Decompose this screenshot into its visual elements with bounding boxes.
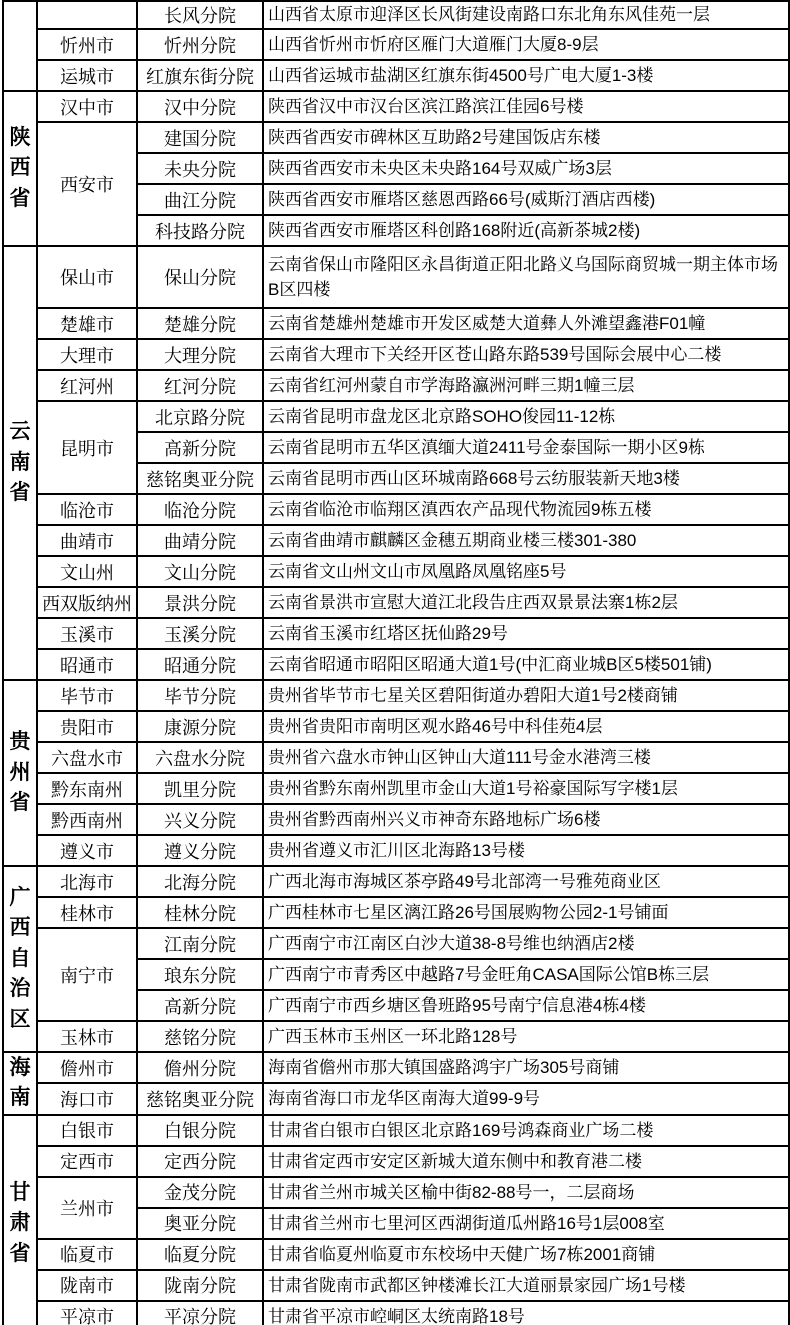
branch-cell: 江南分院 <box>137 928 263 959</box>
branch-cell: 慈铭奥亚分院 <box>137 463 263 494</box>
city-cell: 曲靖市 <box>37 525 137 556</box>
branch-cell: 陇南分院 <box>137 1270 263 1301</box>
medical-branch-location-table <box>2 0 790 1325</box>
table-row <box>3 773 789 804</box>
address-cell: 云南省昆明市西山区环城南路668号云纺服装新天地3楼 <box>263 463 789 494</box>
address-cell: 陕西省西安市雁塔区科创路168附近(高新茶城2楼) <box>263 215 789 246</box>
address-cell: 云南省文山州文山市凤凰路凤凰铭座5号 <box>263 556 789 587</box>
address-cell: 云南省昆明市五华区滇缅大道2411号金泰国际一期小区9栋 <box>263 432 789 463</box>
address-cell: 山西省太原市迎泽区长风街建设南路口东北角东风佳苑一层 <box>263 1 789 29</box>
table-row <box>3 928 789 959</box>
branch-cell: 高新分院 <box>137 432 263 463</box>
city-cell: 楚雄市 <box>37 308 137 339</box>
table-row <box>3 742 789 773</box>
branch-cell: 红河分院 <box>137 370 263 401</box>
address-cell: 云南省保山市隆阳区永昌街道正阳北路义乌国际商贸城一期主体市场B区四楼 <box>263 246 789 308</box>
branch-cell: 毕节分院 <box>137 680 263 711</box>
address-cell: 甘肃省兰州市七里河区西湖街道瓜州路16号1层008室 <box>263 1208 789 1239</box>
table-row <box>3 339 789 370</box>
address-cell: 陕西省西安市碑林区互助路2号建国饭店东楼 <box>263 122 789 153</box>
city-cell: 陇南市 <box>37 1270 137 1301</box>
city-cell: 定西市 <box>37 1146 137 1177</box>
address-cell: 海南省儋州市那大镇国盛路鸿宇广场305号商铺 <box>263 1052 789 1083</box>
city-cell: 遵义市 <box>37 835 137 866</box>
branch-cell: 凯里分院 <box>137 773 263 804</box>
city-cell: 南宁市 <box>37 928 137 1021</box>
city-cell: 临夏市 <box>37 1239 137 1270</box>
branch-cell: 北海分院 <box>137 866 263 897</box>
branch-cell: 昭通分院 <box>137 649 263 680</box>
table-row <box>3 680 789 711</box>
address-cell: 广西桂林市七星区漓江路26号国展购物公园2-1号铺面 <box>263 897 789 928</box>
address-cell: 云南省玉溪市红塔区抚仙路29号 <box>263 618 789 649</box>
table-row <box>3 370 789 401</box>
city-cell: 兰州市 <box>37 1177 137 1239</box>
branch-cell: 忻州分院 <box>137 29 263 60</box>
address-cell: 陕西省西安市未央区未央路164号双威广场3层 <box>263 153 789 184</box>
address-cell: 云南省临沧市临翔区滇西农产品现代物流园9栋五楼 <box>263 494 789 525</box>
table-row <box>3 308 789 339</box>
table-row <box>3 494 789 525</box>
table-row <box>3 1115 789 1146</box>
city-cell: 昆明市 <box>37 401 137 494</box>
branch-cell: 曲靖分院 <box>137 525 263 556</box>
province-cell: 贵州省 <box>3 680 37 866</box>
table-row <box>3 1239 789 1270</box>
province-cell <box>3 1 37 91</box>
table-row <box>3 649 789 680</box>
table-row <box>3 1052 789 1083</box>
province-cell: 陕西省 <box>3 91 37 246</box>
table-row <box>3 1 789 29</box>
table-row <box>3 1146 789 1177</box>
branch-cell: 建国分院 <box>137 122 263 153</box>
branch-cell: 北京路分院 <box>137 401 263 432</box>
address-cell: 海南省海口市龙华区南海大道99-9号 <box>263 1083 789 1114</box>
address-cell: 贵州省遵义市汇川区北海路13号楼 <box>263 835 789 866</box>
city-cell <box>37 1 137 29</box>
table-row <box>3 122 789 153</box>
address-cell: 甘肃省平凉市崆峒区太统南路18号 <box>263 1301 789 1325</box>
address-cell: 广西南宁市青秀区中越路7号金旺角CASA国际公馆B栋三层 <box>263 959 789 990</box>
branch-cell: 奥亚分院 <box>137 1208 263 1239</box>
city-cell: 平凉市 <box>37 1301 137 1325</box>
branch-cell: 高新分院 <box>137 990 263 1021</box>
table-row <box>3 91 789 122</box>
table-row <box>3 587 789 618</box>
table-row <box>3 556 789 587</box>
address-cell: 甘肃省陇南市武都区钟楼滩长江大道丽景家园广场1号楼 <box>263 1270 789 1301</box>
city-cell: 汉中市 <box>37 91 137 122</box>
address-cell: 广西南宁市西乡塘区鲁班路95号南宁信息港4栋4楼 <box>263 990 789 1021</box>
address-cell: 山西省运城市盐湖区红旗东街4500号广电大厦1-3楼 <box>263 60 789 91</box>
table-row <box>3 1301 789 1325</box>
branch-cell: 慈铭分院 <box>137 1021 263 1052</box>
city-cell: 六盘水市 <box>37 742 137 773</box>
address-cell: 甘肃省白银市白银区北京路169号鸿森商业广场二楼 <box>263 1115 789 1146</box>
table-row <box>3 1177 789 1208</box>
address-cell: 贵州省贵阳市南明区观水路46号中科佳苑4层 <box>263 711 789 742</box>
branch-cell: 大理分院 <box>137 339 263 370</box>
branch-cell: 文山分院 <box>137 556 263 587</box>
city-cell: 临沧市 <box>37 494 137 525</box>
branch-cell: 长风分院 <box>137 1 263 29</box>
city-cell: 玉林市 <box>37 1021 137 1052</box>
branch-cell: 琅东分院 <box>137 959 263 990</box>
city-cell: 北海市 <box>37 866 137 897</box>
address-cell: 广西北海市海城区茶亭路49号北部湾一号雅苑商业区 <box>263 866 789 897</box>
province-cell: 广西自治区 <box>3 866 37 1052</box>
city-cell: 白银市 <box>37 1115 137 1146</box>
branch-cell: 未央分院 <box>137 153 263 184</box>
branch-cell: 定西分院 <box>137 1146 263 1177</box>
table-row <box>3 29 789 60</box>
province-cell: 甘肃省 <box>3 1115 37 1325</box>
address-cell: 云南省昭通市昭阳区昭通大道1号(中汇商业城B区5楼501铺) <box>263 649 789 680</box>
table-row <box>3 897 789 928</box>
city-cell: 西双版纳州 <box>37 587 137 618</box>
address-cell: 甘肃省兰州市城关区榆中街82-88号一，二层商场 <box>263 1177 789 1208</box>
province-cell: 海南 <box>3 1052 37 1115</box>
table-row <box>3 804 789 835</box>
branch-cell: 白银分院 <box>137 1115 263 1146</box>
table-row <box>3 866 789 897</box>
address-cell: 山西省忻州市忻府区雁门大道雁门大厦8-9层 <box>263 29 789 60</box>
address-cell: 甘肃省定西市安定区新城大道东侧中和教育港二楼 <box>263 1146 789 1177</box>
city-cell: 文山州 <box>37 556 137 587</box>
city-cell: 贵阳市 <box>37 711 137 742</box>
branch-cell: 平凉分院 <box>137 1301 263 1325</box>
table-row <box>3 711 789 742</box>
address-cell: 云南省昆明市盘龙区北京路SOHO俊园11-12栋 <box>263 401 789 432</box>
city-cell: 玉溪市 <box>37 618 137 649</box>
address-cell: 陕西省汉中市汉台区滨江路滨江佳园6号楼 <box>263 91 789 122</box>
address-cell: 贵州省黔西南州兴义市神奇东路地标广场6楼 <box>263 804 789 835</box>
table-row <box>3 1083 789 1114</box>
branch-cell: 遵义分院 <box>137 835 263 866</box>
branch-cell: 曲江分院 <box>137 184 263 215</box>
address-cell: 广西南宁市江南区白沙大道38-8号维也纳酒店2楼 <box>263 928 789 959</box>
branch-cell: 楚雄分院 <box>137 308 263 339</box>
address-cell: 云南省曲靖市麒麟区金穗五期商业楼三楼301-380 <box>263 525 789 556</box>
city-cell: 大理市 <box>37 339 137 370</box>
address-cell: 甘肃省临夏州临夏市东校场中天健广场7栋2001商铺 <box>263 1239 789 1270</box>
branch-cell: 六盘水分院 <box>137 742 263 773</box>
city-cell: 忻州市 <box>37 29 137 60</box>
city-cell: 毕节市 <box>37 680 137 711</box>
city-cell: 保山市 <box>37 246 137 308</box>
branch-cell: 科技路分院 <box>137 215 263 246</box>
branch-cell: 儋州分院 <box>137 1052 263 1083</box>
branch-cell: 玉溪分院 <box>137 618 263 649</box>
city-cell: 西安市 <box>37 122 137 246</box>
address-cell: 云南省景洪市宣慰大道江北段告庄西双景景法寨1栋2层 <box>263 587 789 618</box>
branch-cell: 景洪分院 <box>137 587 263 618</box>
branch-cell: 临沧分院 <box>137 494 263 525</box>
branch-cell: 金茂分院 <box>137 1177 263 1208</box>
address-cell: 云南省红河州蒙自市学海路瀛洲河畔三期1幢三层 <box>263 370 789 401</box>
address-cell: 陕西省西安市雁塔区慈恩西路66号(威斯汀酒店西楼) <box>263 184 789 215</box>
address-cell: 贵州省黔东南州凯里市金山大道1号裕豪国际写字楼1层 <box>263 773 789 804</box>
branch-cell: 汉中分院 <box>137 91 263 122</box>
table-row <box>3 1270 789 1301</box>
city-cell: 儋州市 <box>37 1052 137 1083</box>
city-cell: 黔东南州 <box>37 773 137 804</box>
city-cell: 红河州 <box>37 370 137 401</box>
table-row <box>3 525 789 556</box>
branch-cell: 兴义分院 <box>137 804 263 835</box>
city-cell: 桂林市 <box>37 897 137 928</box>
table-row <box>3 401 789 432</box>
branch-cell: 临夏分院 <box>137 1239 263 1270</box>
city-cell: 昭通市 <box>37 649 137 680</box>
address-cell: 云南省大理市下关经开区苍山路东路539号国际会展中心二楼 <box>263 339 789 370</box>
branch-cell: 红旗东街分院 <box>137 60 263 91</box>
branch-cell: 康源分院 <box>137 711 263 742</box>
table-row <box>3 835 789 866</box>
table-row <box>3 1021 789 1052</box>
branch-cell: 桂林分院 <box>137 897 263 928</box>
branch-cell: 保山分院 <box>137 246 263 308</box>
table-row <box>3 60 789 91</box>
province-cell: 云南省 <box>3 246 37 680</box>
address-cell: 贵州省毕节市七星关区碧阳街道办碧阳大道1号2楼商铺 <box>263 680 789 711</box>
city-cell: 海口市 <box>37 1083 137 1114</box>
table-row <box>3 246 789 308</box>
address-cell: 贵州省六盘水市钟山区钟山大道111号金水港湾三楼 <box>263 742 789 773</box>
address-cell: 云南省楚雄州楚雄市开发区威楚大道彝人外滩望鑫港F01幢 <box>263 308 789 339</box>
address-cell: 广西玉林市玉州区一环北路128号 <box>263 1021 789 1052</box>
city-cell: 运城市 <box>37 60 137 91</box>
table-row <box>3 618 789 649</box>
city-cell: 黔西南州 <box>37 804 137 835</box>
branch-cell: 慈铭奥亚分院 <box>137 1083 263 1114</box>
